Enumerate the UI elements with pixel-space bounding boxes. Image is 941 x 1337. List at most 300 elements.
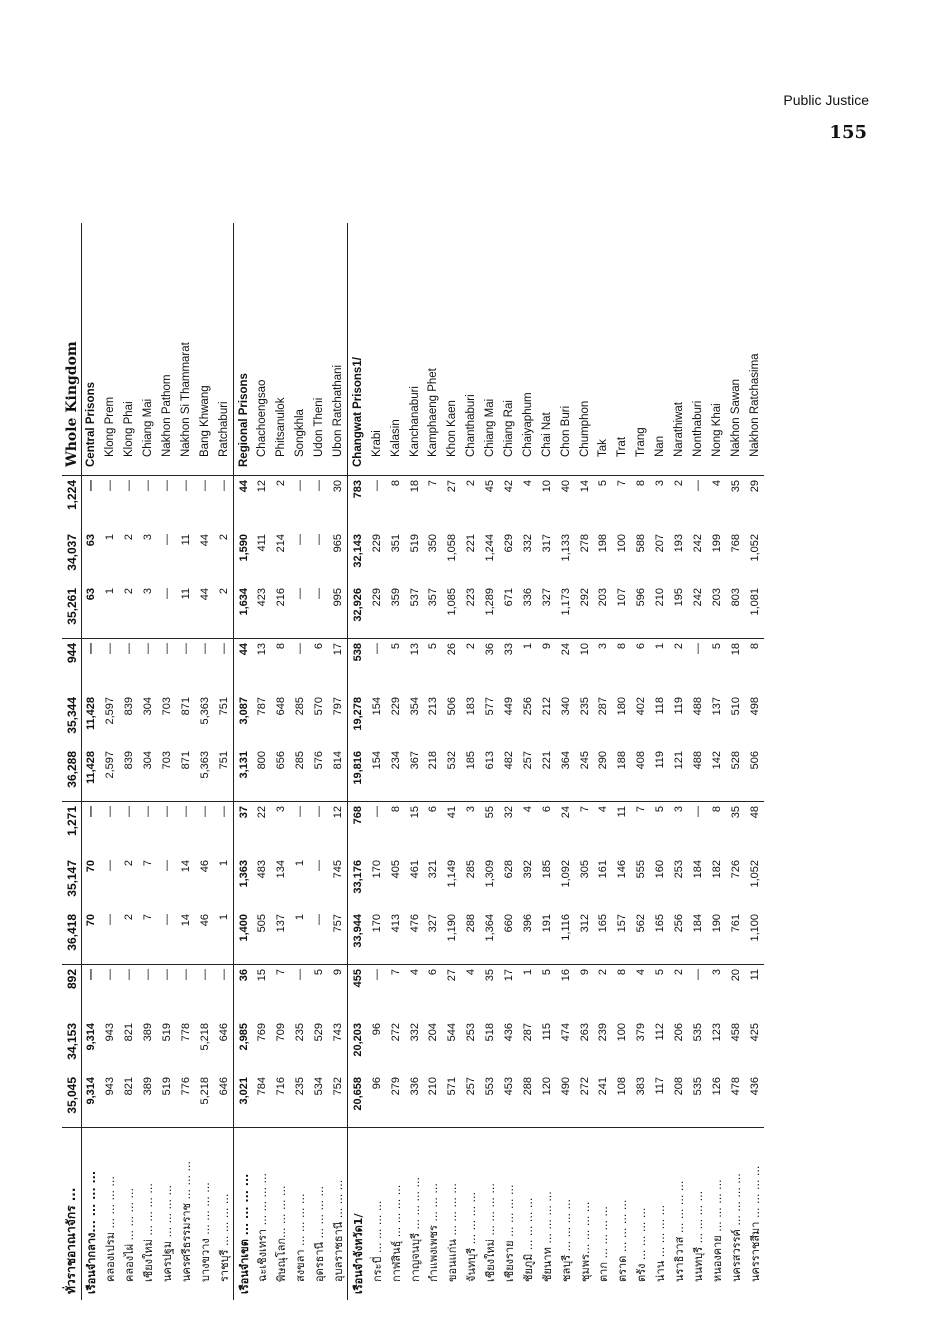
value-cell: —	[294, 969, 307, 980]
value-cell: —	[179, 643, 192, 654]
value-cell: 190	[707, 910, 726, 965]
english-label: Chaiyaphum	[518, 223, 537, 476]
value-cell: 32	[503, 806, 516, 819]
table-row	[272, 223, 291, 1300]
value-cell: 1,634	[234, 584, 253, 639]
value-cell: 3	[654, 480, 667, 487]
english-label: Chiang Rai	[500, 223, 519, 476]
value-cell: 180	[616, 697, 629, 716]
value-cell: 32,926	[348, 584, 367, 639]
value-cell: 137	[272, 910, 291, 965]
value-cell: 63	[82, 584, 101, 639]
value-cell: 165	[594, 910, 613, 965]
value-cell: 304	[142, 697, 155, 716]
value-cell: 1,081	[745, 584, 764, 639]
thai-label: นนทบุรี ... ... ... ...	[691, 1190, 705, 1282]
value-cell: 660	[500, 910, 519, 965]
table-row	[632, 223, 651, 1300]
value-cell: 32,143	[348, 530, 367, 584]
value-cell: —	[85, 969, 98, 980]
value-cell: —	[104, 806, 117, 817]
value-cell: —	[370, 969, 383, 980]
value-cell: 359	[386, 584, 405, 639]
value-cell: 656	[272, 747, 291, 802]
table-row	[82, 223, 101, 1300]
table-row	[689, 223, 708, 1300]
table-row	[62, 223, 82, 1300]
value-cell: 402	[635, 697, 648, 716]
value-cell: 436	[745, 1073, 764, 1128]
value-cell: 943	[104, 1023, 117, 1042]
thai-label: เรือนจำเขต ... ... ... ...	[234, 1128, 253, 1301]
value-cell: 235	[294, 1023, 307, 1042]
value-cell: 14	[179, 860, 192, 873]
value-cell: 55	[484, 806, 497, 819]
value-cell: 1,363	[234, 856, 253, 910]
value-cell: 4	[465, 969, 478, 976]
value-cell: —	[691, 969, 704, 980]
value-cell: 44	[195, 584, 214, 639]
thai-label: นครราชสีมา ... ... ... ...	[748, 1165, 762, 1282]
value-cell: 18	[408, 480, 421, 493]
value-cell: 535	[691, 1023, 704, 1042]
thai-label: อุบลราชธานี ... ... ...	[332, 1179, 346, 1282]
thai-label: กาฬสินธุ์ ... ... ... ...	[389, 1184, 403, 1282]
value-cell: 392	[521, 860, 534, 879]
value-cell: 134	[275, 860, 288, 879]
value-cell: 6	[635, 643, 648, 650]
value-cell: 5,218	[198, 1023, 211, 1051]
table-row	[195, 223, 214, 1300]
value-cell: 1	[104, 534, 117, 541]
thai-label: ชลบุรี ... ... ... ...	[559, 1198, 573, 1282]
value-cell: 745	[332, 860, 345, 879]
value-cell: 207	[654, 534, 667, 553]
value-cell: 117	[651, 1073, 670, 1128]
value-cell: —	[179, 969, 192, 980]
value-cell: 537	[405, 584, 424, 639]
value-cell: 11	[616, 806, 629, 818]
value-cell: 22	[256, 806, 269, 819]
value-cell: 46	[195, 910, 214, 965]
value-cell: 757	[329, 910, 348, 965]
value-cell: 8	[710, 806, 723, 813]
value-cell: 423	[253, 584, 272, 639]
value-cell: 154	[370, 697, 383, 716]
value-cell: —	[101, 910, 120, 965]
value-cell: 1	[101, 584, 120, 639]
value-cell: 571	[443, 1073, 462, 1128]
value-cell: 628	[503, 860, 516, 879]
value-cell: 1,052	[748, 534, 761, 562]
english-label: Chon Buri	[556, 223, 575, 476]
thai-label: หนองคาย ... ... ... ...	[710, 1179, 724, 1282]
value-cell: 46	[198, 860, 211, 873]
thai-label: นครศรีธรรมราช ... ... ...	[179, 1161, 193, 1282]
value-cell: 350	[427, 534, 440, 553]
value-cell: —	[198, 969, 211, 980]
value-cell: 198	[597, 534, 610, 553]
value-cell: 671	[500, 584, 519, 639]
value-cell: 506	[745, 747, 764, 802]
value-cell: 9	[578, 969, 591, 976]
value-cell: 285	[465, 860, 478, 879]
value-cell: —	[179, 806, 192, 817]
value-cell: 5	[654, 806, 667, 813]
value-cell: 96	[370, 1023, 383, 1036]
table-row	[537, 223, 556, 1300]
value-cell: 7	[389, 969, 402, 976]
value-cell: 1,244	[484, 534, 497, 562]
value-cell: 555	[635, 860, 648, 879]
value-cell: —	[161, 969, 173, 980]
english-label: Kanchanaburi	[405, 223, 424, 476]
value-cell: 44	[234, 639, 253, 694]
rotated-prison-table	[62, 170, 872, 1300]
value-cell: 1	[214, 910, 233, 965]
value-cell: 13	[408, 643, 421, 656]
value-cell: 35,344	[62, 693, 82, 747]
thai-label: ชัยนาท ... ... ... ...	[540, 1191, 554, 1282]
value-cell: 535	[689, 1073, 708, 1128]
thai-label: ขอนแก่น ... ... ... ...	[446, 1183, 460, 1282]
value-cell: 2	[217, 534, 230, 541]
value-cell: 285	[291, 747, 310, 802]
english-label: Chumphon	[575, 223, 594, 476]
value-cell: 4	[521, 480, 534, 487]
value-cell: 35	[729, 806, 742, 819]
value-cell: —	[142, 643, 155, 654]
value-cell: 126	[707, 1073, 726, 1128]
value-cell: 458	[729, 1023, 742, 1042]
value-cell: —	[85, 480, 98, 491]
table-row	[462, 223, 481, 1300]
thai-label: ชัยภูมิ ... ... ... ...	[521, 1197, 535, 1282]
value-cell: 20	[729, 969, 742, 982]
value-cell: —	[123, 643, 136, 654]
value-cell: 2	[597, 969, 610, 976]
value-cell: 234	[386, 747, 405, 802]
value-cell: 223	[462, 584, 481, 639]
table-row	[556, 223, 575, 1300]
value-cell: 160	[654, 860, 667, 879]
value-cell: 453	[500, 1073, 519, 1128]
english-label: Khon Kaen	[443, 223, 462, 476]
value-cell: 553	[481, 1073, 500, 1128]
value-cell: 199	[710, 534, 723, 553]
value-cell: 2	[120, 910, 139, 965]
table-row	[518, 223, 537, 1300]
value-cell: 726	[729, 860, 742, 879]
value-cell: —	[294, 534, 307, 545]
value-cell: 821	[120, 1073, 139, 1128]
value-cell: 12	[256, 480, 269, 493]
thai-label: พิษณุโลก... ... ... ...	[275, 1185, 289, 1282]
value-cell: 107	[613, 584, 632, 639]
value-cell: 290	[594, 747, 613, 802]
value-cell: 203	[594, 584, 613, 639]
value-cell: 892	[62, 965, 82, 1020]
value-cell: 351	[389, 534, 402, 553]
value-cell: 8	[748, 643, 761, 650]
value-cell: 96	[367, 1073, 386, 1128]
english-label: Trat	[613, 223, 632, 476]
value-cell: 389	[142, 1023, 155, 1042]
english-label: Phitsanulok	[272, 223, 291, 476]
table-row	[651, 223, 670, 1300]
value-cell: 519	[161, 1023, 173, 1042]
thai-label: ทั่วราชอาณาจักร ...	[62, 1128, 82, 1301]
value-cell: 752	[329, 1073, 348, 1128]
value-cell: 272	[575, 1073, 594, 1128]
value-cell: 5	[654, 969, 667, 976]
value-cell: 20,203	[348, 1019, 367, 1073]
value-cell: 490	[556, 1073, 575, 1128]
value-cell: 510	[729, 697, 742, 716]
value-cell: —	[310, 584, 329, 639]
value-cell: —	[294, 480, 307, 491]
value-cell: 154	[367, 747, 386, 802]
value-cell: 17	[332, 643, 345, 656]
value-cell: 783	[348, 476, 367, 531]
value-cell: 3	[139, 584, 158, 639]
thai-label: ตาก ... ... ... ...	[597, 1206, 611, 1282]
value-cell: 5,363	[198, 697, 211, 725]
value-cell: 18	[729, 643, 742, 656]
value-cell: 596	[632, 584, 651, 639]
english-label: Chachoengsao	[253, 223, 272, 476]
value-cell: 336	[518, 584, 537, 639]
table-row	[253, 223, 272, 1300]
value-cell: 10	[540, 480, 553, 493]
value-cell: 389	[139, 1073, 158, 1128]
value-cell: 839	[120, 747, 139, 802]
value-cell: 588	[635, 534, 648, 553]
value-cell: —	[161, 860, 173, 871]
value-cell: 8	[616, 969, 629, 976]
english-label: Trang	[632, 223, 651, 476]
english-label: Whole Kingdom	[62, 223, 82, 476]
value-cell: 288	[462, 910, 481, 965]
value-cell: 3	[275, 806, 288, 813]
value-cell: 63	[85, 534, 98, 547]
value-cell: 317	[540, 534, 553, 553]
value-cell: 3,131	[234, 747, 253, 802]
value-cell: —	[123, 480, 136, 491]
value-cell: 408	[632, 747, 651, 802]
value-cell: 279	[386, 1073, 405, 1128]
value-cell: 5,218	[195, 1073, 214, 1128]
value-cell: 364	[556, 747, 575, 802]
value-cell: 142	[707, 747, 726, 802]
value-cell: 577	[484, 697, 497, 716]
value-cell: 7	[139, 910, 158, 965]
value-cell: 3	[710, 969, 723, 976]
value-cell: 3	[597, 643, 610, 650]
value-cell: 379	[635, 1023, 648, 1042]
value-cell: 36,288	[62, 747, 82, 802]
value-cell: 11,428	[82, 747, 101, 802]
value-cell: 41	[446, 806, 459, 819]
english-label: Nakhon Ratchasima	[745, 223, 764, 476]
value-cell: 235	[578, 697, 591, 716]
value-cell: 183	[465, 697, 478, 716]
thai-label: คลองเปรม ... ... ... ...	[104, 1176, 118, 1282]
value-cell: 208	[670, 1073, 689, 1128]
value-cell: 449	[503, 697, 516, 716]
value-cell: 498	[748, 697, 761, 716]
table-row	[214, 223, 233, 1300]
value-cell: 42	[503, 480, 516, 493]
value-cell: 11	[179, 534, 192, 546]
value-cell: 37	[234, 802, 253, 857]
value-cell: 287	[521, 1023, 534, 1042]
table-row	[405, 223, 424, 1300]
english-label: Udon Theni	[310, 223, 329, 476]
value-cell: 1,100	[745, 910, 764, 965]
value-cell: 242	[691, 534, 704, 553]
english-label: Nakhon Si Thammarat	[176, 223, 195, 476]
value-cell: 751	[217, 697, 230, 716]
value-cell: 272	[389, 1023, 402, 1042]
value-cell: 8	[389, 806, 402, 813]
value-cell: —	[691, 643, 704, 654]
value-cell: 4	[710, 480, 723, 487]
english-label: Chai Nat	[537, 223, 556, 476]
value-cell: 4	[635, 969, 648, 976]
table-row	[726, 223, 745, 1300]
value-cell: 6	[427, 806, 440, 813]
value-cell: 336	[405, 1073, 424, 1128]
value-cell: 36,418	[62, 910, 82, 965]
value-cell: 257	[518, 747, 537, 802]
value-cell: 206	[673, 1023, 686, 1042]
english-label: Nonthaburi	[689, 223, 708, 476]
value-cell: 8	[389, 480, 402, 487]
value-cell: 1,190	[443, 910, 462, 965]
value-cell: 1,085	[443, 584, 462, 639]
english-label: Central Prisons	[82, 223, 101, 476]
value-cell: 2,597	[101, 747, 120, 802]
value-cell: —	[294, 643, 307, 654]
table-row	[158, 223, 177, 1300]
value-cell: 278	[578, 534, 591, 553]
value-cell: 1	[521, 969, 534, 976]
value-cell: 7	[275, 969, 288, 976]
value-cell: 121	[670, 747, 689, 802]
table-row	[291, 223, 310, 1300]
english-label: Nong Khai	[707, 223, 726, 476]
value-cell: 115	[540, 1023, 553, 1041]
value-cell: 538	[348, 639, 367, 694]
value-cell: 1,116	[556, 910, 575, 965]
value-cell: 256	[521, 697, 534, 716]
table-body	[62, 223, 764, 1300]
value-cell: 482	[500, 747, 519, 802]
value-cell: 35	[729, 480, 742, 493]
value-cell: —	[313, 806, 326, 817]
value-cell: 488	[691, 697, 704, 716]
value-cell: 119	[673, 697, 686, 715]
value-cell: 26	[446, 643, 459, 656]
value-cell: 1	[654, 643, 667, 650]
table-row	[367, 223, 386, 1300]
value-cell: 24	[559, 643, 572, 656]
value-cell: 182	[710, 860, 723, 879]
thai-label: น่าน ... ... ... ...	[654, 1204, 668, 1282]
value-cell: 34,153	[62, 1019, 82, 1073]
value-cell: 761	[726, 910, 745, 965]
value-cell: 413	[386, 910, 405, 965]
value-cell: 118	[654, 697, 667, 715]
value-cell: 2	[275, 480, 288, 487]
value-cell: 506	[446, 697, 459, 716]
value-cell: 3,087	[234, 693, 253, 747]
value-cell: 716	[272, 1073, 291, 1128]
value-cell: 195	[670, 584, 689, 639]
value-cell: 210	[651, 584, 670, 639]
value-cell: 35,261	[62, 584, 82, 639]
value-cell: 703	[158, 747, 177, 802]
english-label: Ubon Ratchathani	[329, 223, 348, 476]
value-cell: 12	[332, 806, 345, 819]
value-cell: 6	[540, 806, 553, 813]
value-cell: 576	[310, 747, 329, 802]
value-cell: —	[104, 480, 117, 491]
value-cell: 161	[597, 860, 610, 879]
value-cell: 646	[214, 1073, 233, 1128]
value-cell: 253	[465, 1023, 478, 1042]
value-cell: 11	[176, 584, 195, 639]
value-cell: —	[158, 910, 177, 965]
value-cell: —	[123, 969, 136, 980]
value-cell: 629	[503, 534, 516, 553]
value-cell: 519	[158, 1073, 177, 1128]
value-cell: 170	[370, 860, 383, 879]
value-cell: 288	[518, 1073, 537, 1128]
table-row	[101, 223, 120, 1300]
value-cell: —	[142, 806, 155, 817]
value-cell: 191	[537, 910, 556, 965]
value-cell: 2	[673, 643, 686, 650]
value-cell: 8	[616, 643, 629, 650]
value-cell: 146	[616, 860, 629, 879]
prison-statistics-table	[62, 223, 764, 1300]
value-cell: 7	[427, 480, 440, 487]
value-cell: 33,944	[348, 910, 367, 965]
value-cell: 1	[217, 860, 230, 867]
value-cell: 188	[613, 747, 632, 802]
value-cell: 241	[594, 1073, 613, 1128]
value-cell: 11	[748, 969, 761, 981]
table-row	[481, 223, 500, 1300]
value-cell: 8	[275, 643, 288, 650]
value-cell: 33	[503, 643, 516, 656]
value-cell: 123	[710, 1023, 723, 1042]
value-cell: 5,363	[195, 747, 214, 802]
value-cell: 112	[654, 1023, 667, 1041]
value-cell: 839	[123, 697, 136, 716]
value-cell: —	[217, 643, 230, 654]
value-cell: —	[198, 806, 211, 817]
english-label: Bang Khwang	[195, 223, 214, 476]
english-label: Klong Prem	[101, 223, 120, 476]
value-cell: 743	[332, 1023, 345, 1042]
value-cell: 357	[424, 584, 443, 639]
thai-label: เชียงใหม่ ... ... ... ...	[142, 1183, 156, 1282]
value-cell: —	[161, 480, 173, 491]
value-cell: 6	[313, 643, 326, 650]
